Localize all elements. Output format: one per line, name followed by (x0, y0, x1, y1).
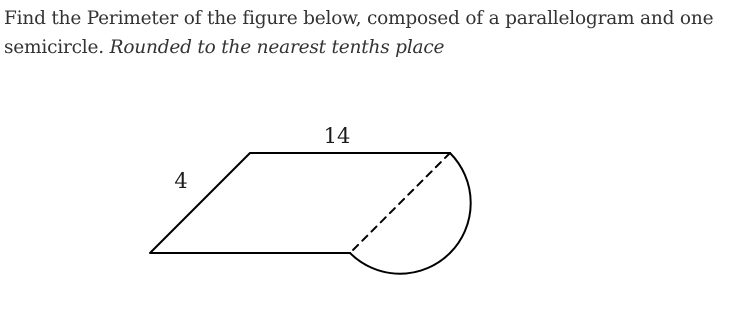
semicircle-arc (350, 153, 471, 274)
rounding-instruction: Rounded to the nearest tenths place (109, 37, 445, 58)
slant-side-label: 4 (174, 169, 188, 193)
dashed-diameter (350, 153, 450, 253)
top-side-label: 14 (323, 124, 351, 148)
parallelogram-outline (150, 153, 450, 253)
question-main-text: Find the Perimeter of the figure below, composed of a parallelogram and one semicircle. (4, 8, 714, 58)
